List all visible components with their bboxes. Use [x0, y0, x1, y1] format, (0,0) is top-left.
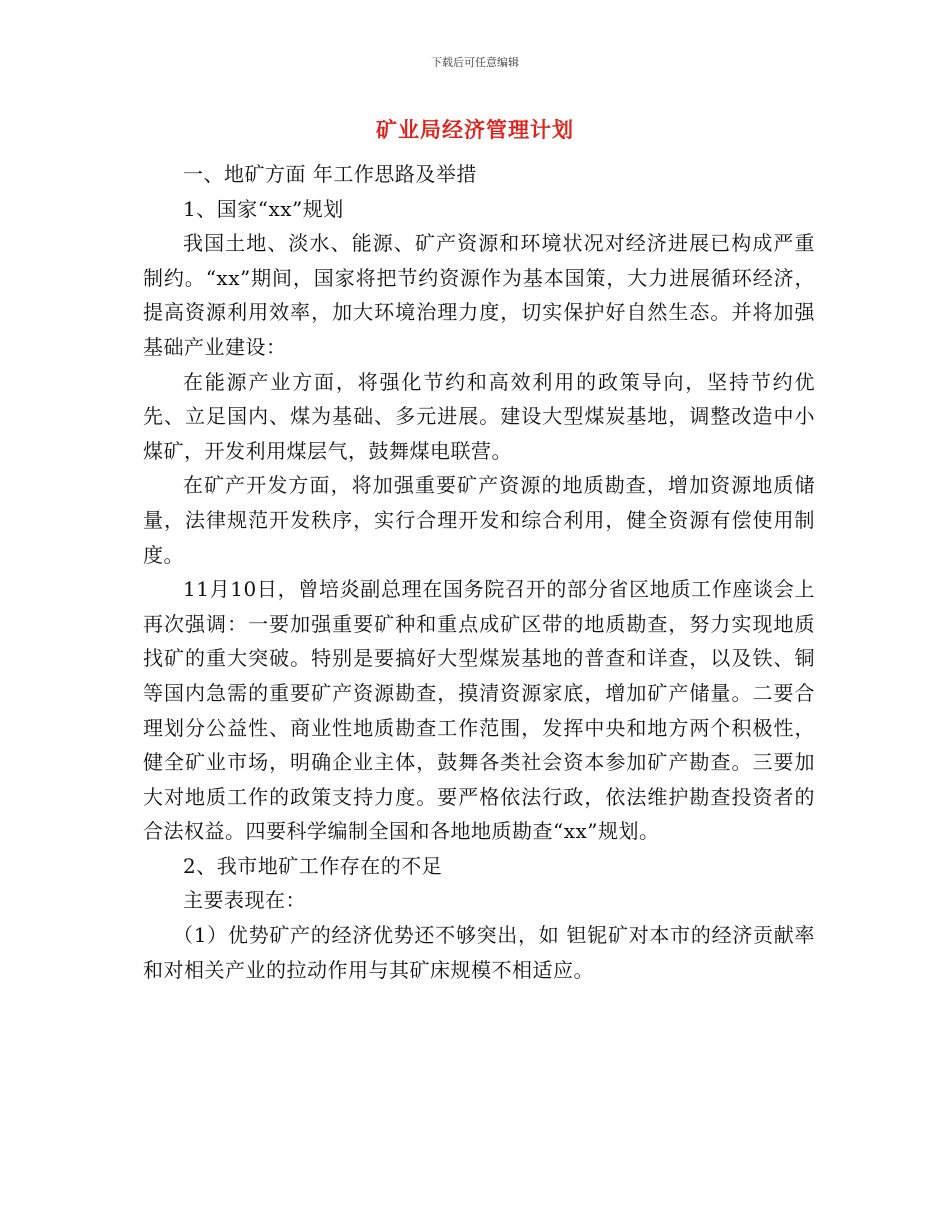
- subsection-heading: 1、国家“xx”规划: [183, 196, 344, 221]
- paragraph: 在矿产开发方面，将加强重要矿产资源的地质勘查，增加资源地质储量，法律规范开发秩序，实行合理开发和综合利用，健全资源有偿使用制度。: [143, 473, 815, 567]
- paragraph: 主要表现在：: [183, 888, 306, 913]
- paragraph: 在能源产业方面，将强化节约和高效利用的政策导向，坚持节约优先、立足国内、煤为基础、多元进展。建设大型煤炭基地，调整改造中小煤矿，开发利用煤层气，鼓舞煤电联营。: [143, 369, 815, 463]
- header-note: 下载后可任意编辑: [431, 56, 519, 69]
- document-title: 矿业局经济管理计划: [376, 117, 574, 142]
- paragraph: 11月10日，曾培炎副总理在国务院召开的部分省区地质工作座谈会上再次强调：一要加强重要矿种和重点成矿区带的地质勘查，努力实现地质找矿的重大突破。特别是要搞好大型煤炭基地的普查和详查，以及铁、铜等国内急需的重要矿产资源勘查，摸清资源家底，增加矿产储量。二要合理划分公益性、商业性地质勘查工作范围，发挥中央和地方两个积极性，健全矿业市场，明确企业主体，鼓舞各类社会资本参加矿产勘查。三要加大对地质工作的政策支持力度。要严格依法行政，依法维护勘查投资者的合法权益。四要科学编制全国和各地地质勘查“xx”规划。: [143, 577, 815, 844]
- subsection-heading: 2、我市地矿工作存在的不足: [183, 853, 443, 878]
- list-item: （1）优势矿产的经济优势还不够突出，如 钽铌矿对本市的经济贡献率和对相关产业的拉动作用与其矿床规模不相适应。: [143, 923, 815, 982]
- document-body: [143, 157, 815, 987]
- paragraph: 我国土地、淡水、能源、矿产资源和环境状况对经济进展已构成严重制约。“xx”期间，国家将把节约资源作为基本国策，大力进展循环经济，提高资源利用效率，加大环境治理力度，切实保护好自然生态。并将加强基础产业建设：: [143, 231, 815, 359]
- section-heading: 一、地矿方面 年工作思路及举措: [183, 162, 477, 186]
